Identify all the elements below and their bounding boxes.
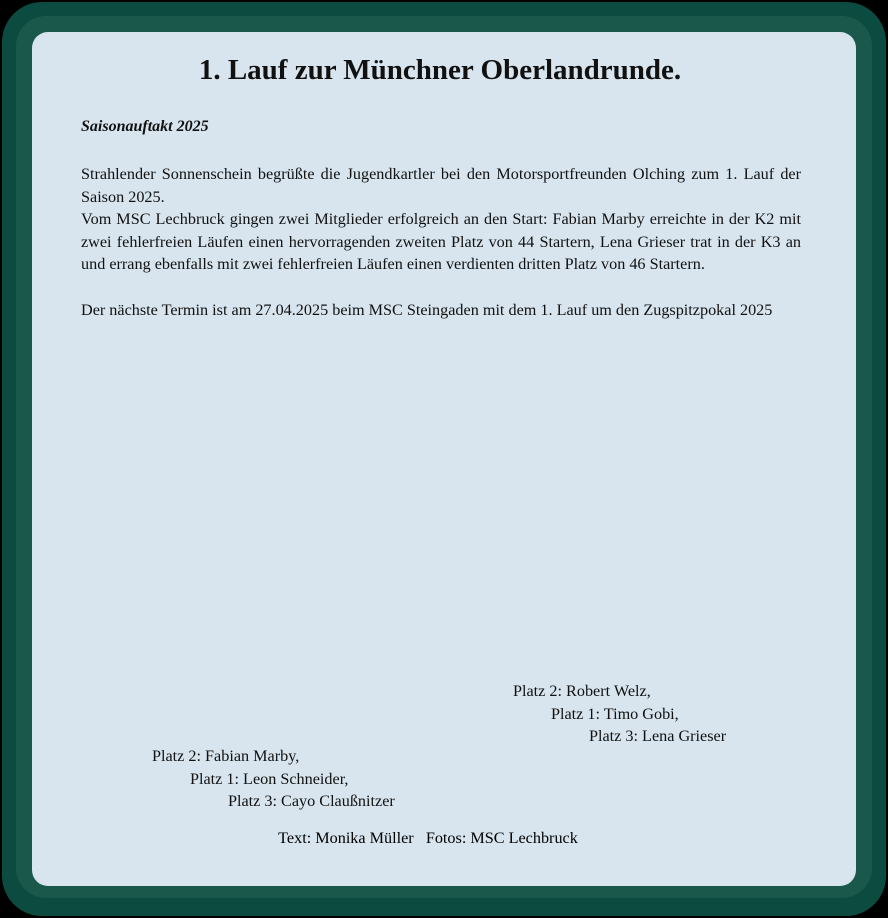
- caption-line: Platz 1: Timo Gobi,: [551, 704, 679, 723]
- caption-line: Platz 3: Lena Grieser: [589, 727, 727, 746]
- caption-line: Platz 3: Cayo Claußnitzer: [228, 792, 395, 811]
- credits-line: Text: Monika Müller Fotos: MSC Lechbruck: [278, 829, 578, 847]
- photo-caption-left: [152, 745, 395, 813]
- paragraph-results: Vom MSC Lechbruck gingen zwei Mitglieder erfolgreich an den Start: Fabian Marby erreichte in der K2 mit zwei fehlerfreien Läufen einen hervorragenden zweiten Platz von 44 Startern, Lena Grieser trat in der K3 an und errang ebenfalls mit zwei fehlerfreien Läufen einen verdienten dritten Platz von 46 Startern.: [81, 210, 801, 274]
- paragraph-spacer: [81, 276, 801, 299]
- article-title: 1. Lauf zur Münchner Oberlandrunde.: [198, 54, 682, 86]
- paragraph-next-event: Der nächste Termin ist am 27.04.2025 beim MSC Steingaden mit dem 1. Lauf um den Zugspitzpokal 2025: [81, 300, 773, 319]
- photo-caption-right: [513, 680, 726, 748]
- caption-line: Platz 2: Fabian Marby,: [152, 747, 300, 765]
- article-subtitle: Saisonauftakt 2025: [81, 118, 209, 135]
- caption-line: Platz 1: Leon Schneider,: [190, 769, 349, 788]
- article-panel: [32, 32, 856, 886]
- caption-line: Platz 2: Robert Welz,: [513, 682, 651, 700]
- article-body: [81, 163, 801, 321]
- paragraph-intro: Strahlender Sonnenschein begrüßte die Jugendkartler bei den Motorsportfreunden Olching zum 1. Lauf der Saison 2025.: [81, 165, 801, 206]
